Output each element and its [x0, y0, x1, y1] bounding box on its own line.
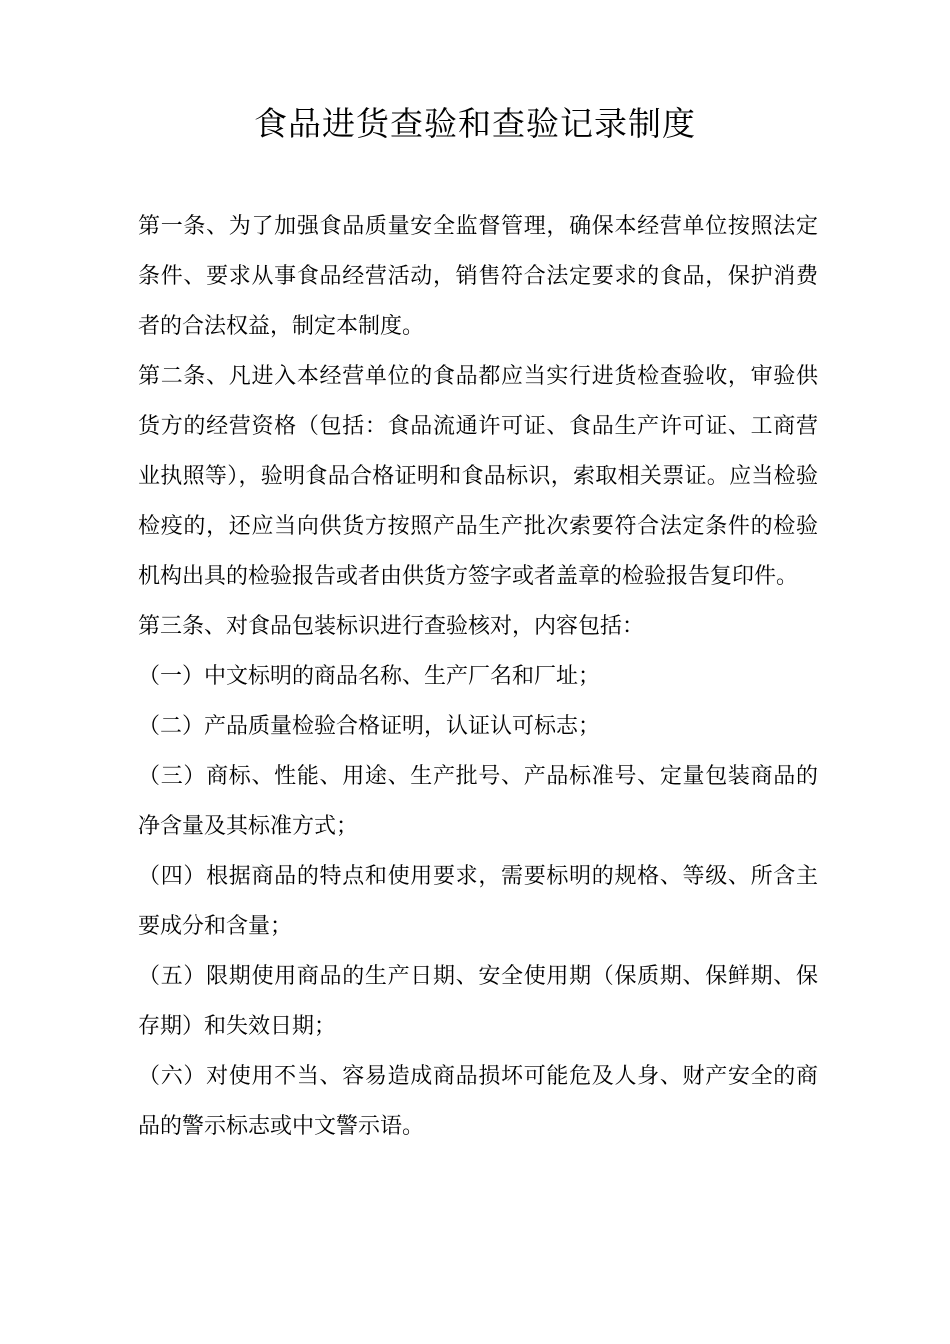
list-item-1: （一）中文标明的商品名称、生产厂名和厂址； [138, 664, 601, 689]
document-title: 食品进货查验和查验记录制度 [254, 104, 696, 143]
paragraph-article-1: 第一条、为了加强食品质量安全监督管理，确保本经营单位按照法定条件、要求从事食品经营活动，销售符合法定要求的食品，保护消费者的合法权益，制定本制度。 [138, 214, 818, 339]
document-body [138, 202, 818, 1152]
list-item-6: （六）对使用不当、容易造成商品损坏可能危及人身、财产安全的商品的警示标志或中文警示语。 [138, 1064, 818, 1139]
list-item-3: （三）商标、性能、用途、生产批号、产品标准号、定量包装商品的净含量及其标准方式； [138, 764, 818, 839]
list-item-4: （四）根据商品的特点和使用要求，需要标明的规格、等级、所含主要成分和含量； [138, 864, 818, 939]
paragraph-article-2: 第二条、凡进入本经营单位的食品都应当实行进货检查验收，审验供货方的经营资格（包括：食品流通许可证、食品生产许可证、工商营业执照等），验明食品合格证明和食品标识，索取相关票证。应当检验检疫的，还应当向供货方按照产品生产批次索要符合法定条件的检验机构出具的检验报告或者由供货方签字或者盖章的检验报告复印件。 [138, 364, 818, 589]
paragraph-article-3: 第三条、对食品包装标识进行查验核对，内容包括： [138, 614, 645, 639]
list-item-2: （二）产品质量检验合格证明，认证认可标志； [138, 714, 601, 739]
list-item-5: （五）限期使用商品的生产日期、安全使用期（保质期、保鲜期、保存期）和失效日期； [138, 964, 818, 1039]
